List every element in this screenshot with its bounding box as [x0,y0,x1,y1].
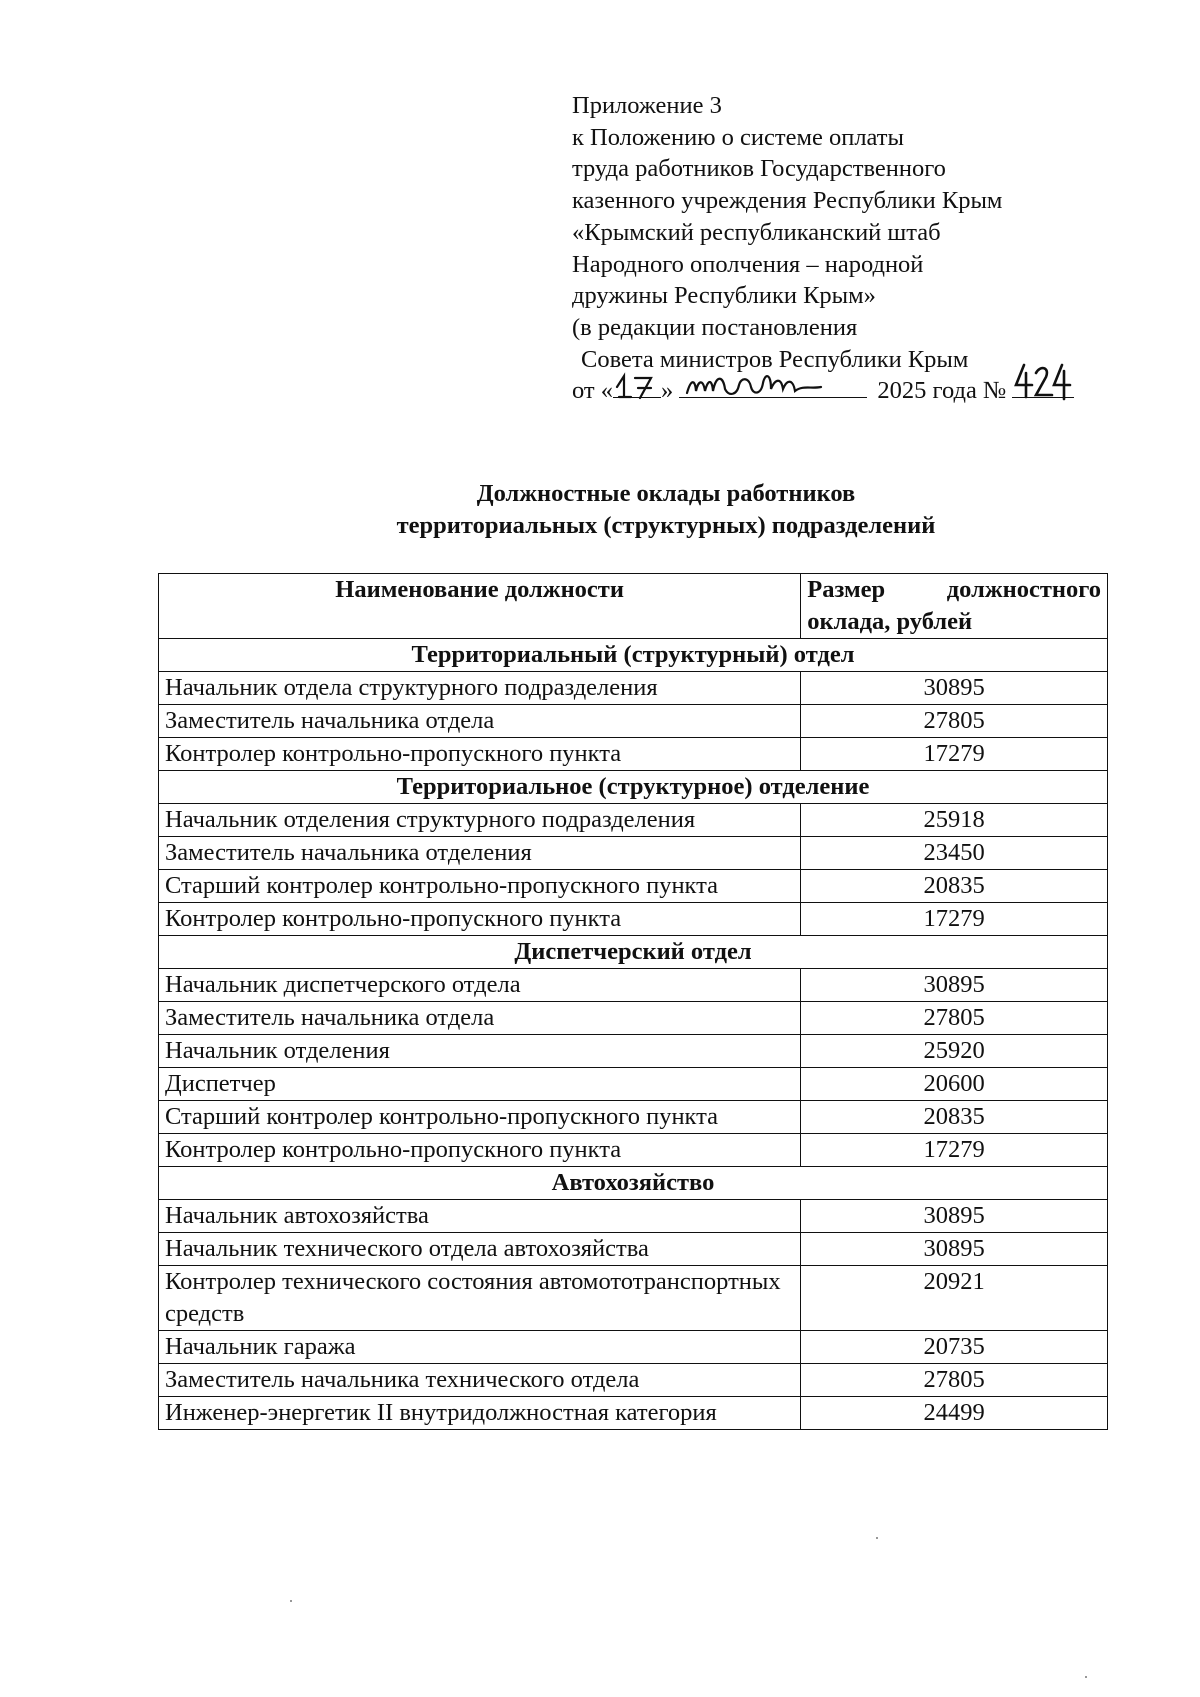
table-row [159,969,1108,1002]
position-name: Диспетчер [159,1068,801,1101]
position-name: Заместитель начальника отдела [159,705,801,738]
section-title: Диспетчерский отдел [159,936,1108,969]
section-title: Автохозяйство [159,1167,1108,1200]
position-name: Заместитель начальника отделения [159,837,801,870]
position-name: Начальник отделения структурного подразделения [159,804,801,837]
table-row [159,672,1108,705]
salary-value: 25918 [801,804,1108,837]
appendix-line: казенного учреждения Республики Крым [572,187,1003,215]
salary-value: 30895 [801,1233,1108,1266]
handwritten-day-signature [613,367,661,401]
document-title-line-2: территориальных (структурных) подразделений [396,512,936,539]
scan-speck [876,1537,878,1539]
section-row [159,639,1108,672]
header-position-name: Наименование должности [159,574,801,639]
position-name: Начальник отдела структурного подразделения [159,672,801,705]
position-name: Начальник автохозяйства [159,1200,801,1233]
resolution-date-line [572,375,1132,407]
salary-value: 24499 [801,1397,1108,1430]
salary-value: 17279 [801,903,1108,936]
salary-value: 20600 [801,1068,1108,1101]
scan-speck [290,1600,292,1602]
salary-value: 20921 [801,1266,1108,1331]
table-row [159,1364,1108,1397]
appendix-line: к Положению о системе оплаты [572,123,904,151]
position-name: Старший контролер контрольно-пропускного пункта [159,870,801,903]
section-title: Территориальный (структурный) отдел [159,639,1108,672]
header-salary-amount: Размер должностного оклада, рублей [801,574,1108,639]
scan-speck [1085,1676,1087,1678]
appendix-line: (в редакции постановления [572,313,858,341]
table-row [159,1397,1108,1430]
handwritten-day [613,375,661,398]
appendix-line: Приложение 3 [572,92,722,119]
date-close-quote: » [661,377,674,405]
appendix-line: Совета министров Республики Крым [581,345,969,373]
position-name: Заместитель начальника технического отдела [159,1364,801,1397]
table-row [159,1233,1108,1266]
position-name: Контролер контрольно-пропускного пункта [159,1134,801,1167]
appendix-header [572,90,1132,407]
table-row [159,705,1108,738]
position-name: Начальник отделения [159,1035,801,1068]
table-row [159,870,1108,903]
position-name: Инженер-энергетик II внутридолжностная категория [159,1397,801,1430]
handwritten-number [1012,375,1074,398]
table-row [159,1068,1108,1101]
table-row [159,903,1108,936]
table-row [159,804,1108,837]
table-row [159,1035,1108,1068]
section-row [159,936,1108,969]
salary-value: 20835 [801,870,1108,903]
handwritten-month [679,375,867,398]
salary-value: 27805 [801,1364,1108,1397]
position-name: Заместитель начальника отдела [159,1002,801,1035]
salary-value: 27805 [801,1002,1108,1035]
date-year: 2025 года № [877,377,1007,405]
table-row [159,1331,1108,1364]
table-row [159,738,1108,771]
salary-value: 17279 [801,1134,1108,1167]
table-row [159,1101,1108,1134]
document-title-line-1: Должностные оклады работников [476,480,856,507]
salary-value: 25920 [801,1035,1108,1068]
position-name: Контролер контрольно-пропускного пункта [159,738,801,771]
date-prefix: от « [572,377,614,405]
position-name: Старший контролер контрольно-пропускного пункта [159,1101,801,1134]
salary-value: 27805 [801,705,1108,738]
salary-value: 30895 [801,672,1108,705]
section-title: Территориальное (структурное) отделение [159,771,1108,804]
appendix-line: дружины Республики Крым» [572,282,876,310]
salary-table [158,573,1108,1430]
position-name: Начальник технического отдела автохозяйства [159,1233,801,1266]
position-name: Начальник гаража [159,1331,801,1364]
table-row [159,1134,1108,1167]
appendix-line: «Крымский республиканский штаб [572,218,941,246]
salary-value: 23450 [801,837,1108,870]
handwritten-number-signature [1012,361,1074,401]
salary-value: 17279 [801,738,1108,771]
document-title [150,478,1182,542]
table-row [159,1200,1108,1233]
appendix-line: труда работников Государственного [572,155,946,183]
position-name: Контролер технического состояния автомототранспортных средств [159,1266,801,1331]
section-row [159,771,1108,804]
section-row [159,1167,1108,1200]
table-row [159,1002,1108,1035]
salary-value: 30895 [801,969,1108,1002]
table-row [159,1266,1108,1331]
position-name: Начальник диспетчерского отдела [159,969,801,1002]
salary-value: 30895 [801,1200,1108,1233]
table-header-row [159,574,1108,639]
salary-value: 20835 [801,1101,1108,1134]
table-row [159,837,1108,870]
handwritten-month-signature [679,365,867,401]
position-name: Контролер контрольно-пропускного пункта [159,903,801,936]
salary-value: 20735 [801,1331,1108,1364]
appendix-line: Народного ополчения – народной [572,250,924,278]
